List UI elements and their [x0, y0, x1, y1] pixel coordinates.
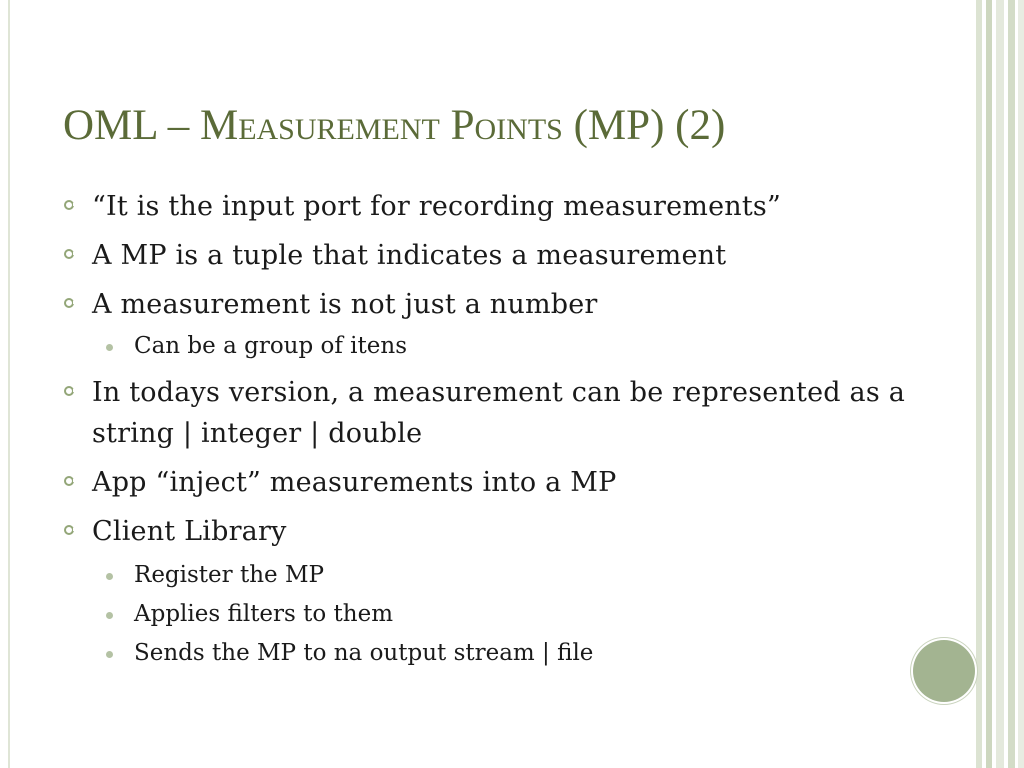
decorative-stripe	[986, 0, 992, 768]
sub-bullet-item	[62, 329, 952, 364]
bullet-item	[62, 372, 952, 454]
bullet-item	[62, 235, 952, 276]
bullet-item	[62, 186, 952, 227]
sub-bullet-item	[62, 636, 952, 671]
decorative-stripe	[996, 0, 1004, 768]
bullet-list	[62, 186, 952, 677]
decorative-stripe	[1008, 0, 1015, 768]
bullet-ring-icon	[64, 386, 74, 396]
bullet-dot-icon	[106, 612, 113, 619]
bullet-ring-icon	[64, 476, 74, 486]
bullet-text: App “inject” measurements into a MP	[92, 467, 617, 498]
sub-bullet-text: Applies filters to them	[134, 601, 394, 627]
sub-bullet-item	[62, 597, 952, 632]
bullet-text: A MP is a tuple that indicates a measurement	[92, 240, 727, 271]
bullet-item	[62, 462, 952, 503]
bullet-ring-icon	[64, 525, 74, 535]
slide-title: OML – Measurement Points (MP) (2)	[63, 102, 726, 149]
bullet-item	[62, 511, 952, 552]
bullet-text: “It is the input port for recording measurements”	[92, 191, 781, 222]
bullet-text: A measurement is not just a number	[92, 289, 598, 320]
bullet-dot-icon	[106, 344, 113, 351]
bullet-ring-icon	[64, 298, 74, 308]
bullet-dot-icon	[106, 573, 113, 580]
sub-bullet-text: Sends the MP to na output stream | file	[134, 640, 594, 666]
bullet-ring-icon	[64, 249, 74, 259]
sub-bullet-item	[62, 558, 952, 593]
bullet-ring-icon	[64, 200, 74, 210]
bullet-dot-icon	[106, 651, 113, 658]
bullet-text: In todays version, a measurement can be represented as a string | integer | double	[92, 377, 905, 449]
decorative-stripe	[1018, 0, 1024, 768]
bullet-text: Client Library	[92, 516, 287, 547]
left-border-line	[8, 0, 10, 768]
bullet-item	[62, 284, 952, 325]
sub-bullet-text: Can be a group of itens	[134, 333, 408, 359]
sub-bullet-text: Register the MP	[134, 562, 324, 588]
decorative-stripe	[976, 0, 982, 768]
